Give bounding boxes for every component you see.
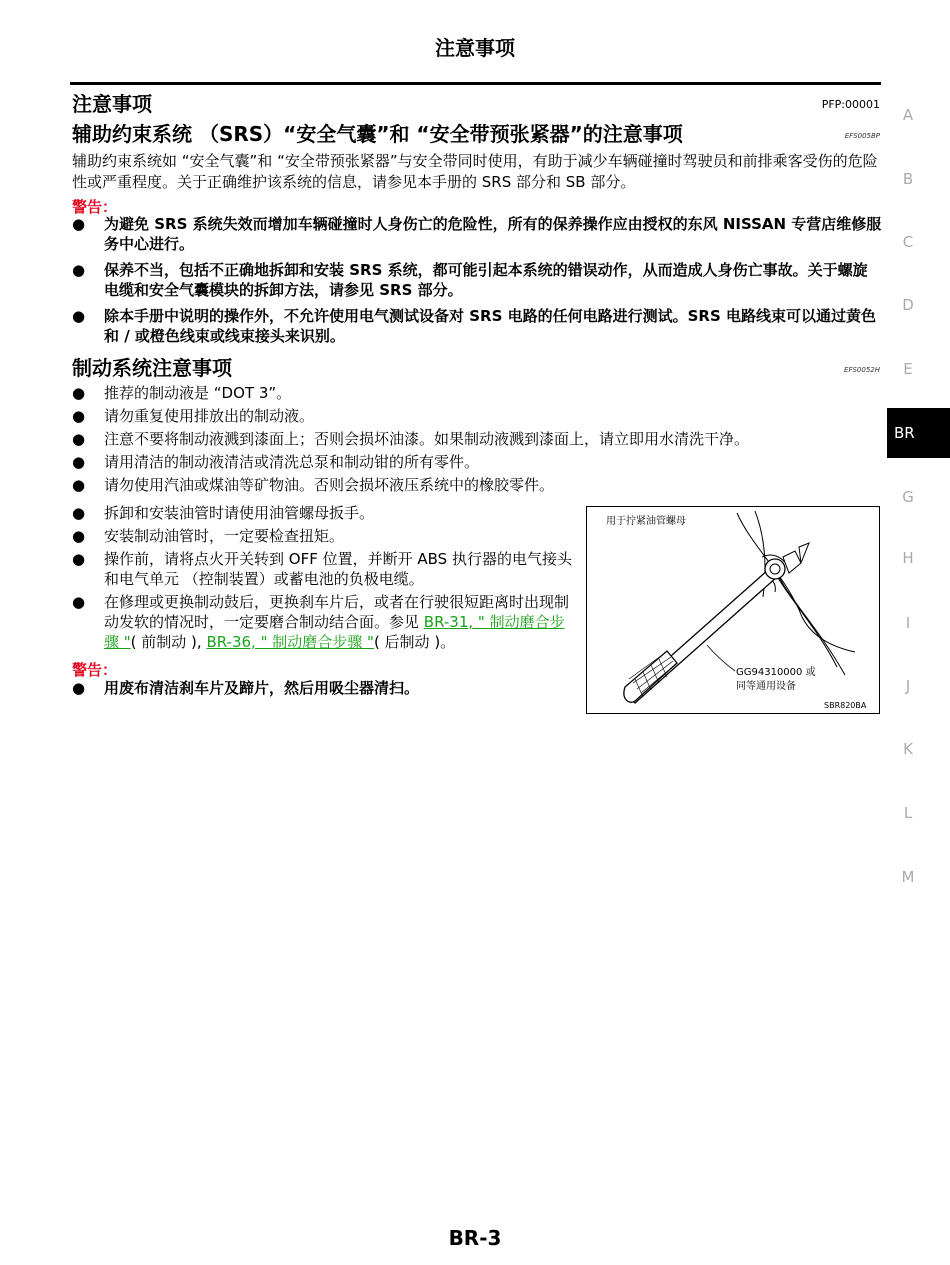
bullet-icon: ● <box>72 307 86 325</box>
side-index-a[interactable]: A <box>902 106 914 124</box>
link-br-36[interactable]: BR-36, " 制动磨合步骤 " <box>206 633 374 651</box>
list-item: ● 为避免 SRS 系统失效而增加车辆碰撞时人身伤亡的危险性，所有的保养操作应由授权的东风 NISSAN 专营店维修服务中心进行。 <box>72 215 882 253</box>
brake-list-narrow <box>72 503 577 652</box>
brake-title: 制动系统注意事项 <box>72 356 232 380</box>
header-rule <box>70 82 881 85</box>
side-index-d[interactable]: D <box>902 296 914 314</box>
bullet-icon: ● <box>72 476 86 494</box>
bullet-icon: ● <box>72 384 86 402</box>
figure-caption: 用于拧紧油管螺母 <box>606 516 686 527</box>
side-index-k[interactable]: K <box>903 740 913 758</box>
page-header-title: 注意事项 <box>435 36 515 60</box>
figure-frame <box>586 506 880 714</box>
list-item: ● 用废布清洁刹车片及蹄片，然后用吸尘器清扫。 <box>72 679 420 697</box>
list-item: ● 请勿重复使用排放出的制动液。 <box>72 407 315 425</box>
bullet-icon: ● <box>72 430 86 448</box>
list-item: ● 在修理或更换制动鼓后，更换刹车片后，或者在行驶很短距离时出现制动发软的情况时，一定要磨合制动结合面。参见 BR-31, " 制动磨合步骤 "( 前制动 ), BR-36, " 制动磨合步骤 "( 后制动 )。 <box>72 593 570 651</box>
side-index-h[interactable]: H <box>902 549 914 567</box>
bullet-icon: ● <box>72 261 86 279</box>
page-number: BR-3 <box>448 1226 502 1250</box>
srs-code: EFS005BP <box>844 132 880 140</box>
brake-list <box>72 383 882 498</box>
bullet-icon: ● <box>72 527 86 545</box>
bullet-icon: ● <box>72 453 86 471</box>
list-item: ● 保养不当，包括不正确地拆卸和安装 SRS 系统，都可能引起本系统的错误动作，从而造成人身伤亡事故。关于螺旋电缆和安全气囊模块的拆卸方法，请参见 SRS 部分。 <box>72 261 868 299</box>
srs-intro: 辅助约束系统如 “安全气囊”和 “安全带预张紧器”与安全带同时使用，有助于减少车辆碰撞时驾驶员和前排乘客受伤的危险性或严重程度。关于正确维护该系统的信息，请参见本手册的 SRS 部分和 SB 部分。 <box>72 152 878 191</box>
side-index-m[interactable]: M <box>901 868 915 886</box>
figure-code: SBR820BA <box>824 701 867 710</box>
figure-tool-label: GG94310000 或 同等通用设备 <box>736 667 816 692</box>
flare-nut-wrench-illustration <box>587 507 879 713</box>
bullet-icon: ● <box>72 407 86 425</box>
bullet-icon: ● <box>72 504 86 522</box>
list-item: ● 请用清洁的制动液清洁或清洗总泵和制动钳的所有零件。 <box>72 453 480 471</box>
srs-warning-list <box>72 214 882 346</box>
link-br-31[interactable]: BR-31, " 制动磨合步骤 " <box>104 613 565 651</box>
bullet-icon: ● <box>72 593 86 611</box>
section-title: 注意事项 <box>72 92 152 116</box>
srs-title: 辅助约束系统 （SRS）“安全气囊”和 “安全带预张紧器”的注意事项 <box>72 122 683 146</box>
bullet-icon: ● <box>72 550 86 568</box>
side-index-l[interactable]: L <box>903 804 913 822</box>
list-item: ● 注意不要将制动液溅到漆面上；否则会损坏油漆。如果制动液溅到漆面上，请立即用水清洗干净。 <box>72 430 750 448</box>
side-index-c[interactable]: C <box>902 233 914 251</box>
list-item: ● 推荐的制动液是 “DOT 3”。 <box>72 384 292 402</box>
brake-warning-list <box>72 678 577 698</box>
srs-warning-label: 警告： <box>72 198 118 216</box>
side-index-b[interactable]: B <box>902 170 914 188</box>
brake-warning-label: 警告： <box>72 661 118 679</box>
bullet-icon: ● <box>72 679 86 697</box>
side-index-j[interactable]: J <box>905 677 911 695</box>
list-item: ● 操作前，请将点火开关转到 OFF 位置，并断开 ABS 执行器的电气接头和电气单元 （控制装置）或蓄电池的负极电缆。 <box>72 550 572 588</box>
section-code: PFP:00001 <box>821 98 880 111</box>
list-item: ● 请勿使用汽油或煤油等矿物油。否则会损坏液压系统中的橡胶零件。 <box>72 476 555 494</box>
side-index-g[interactable]: G <box>902 488 914 506</box>
brake-code: EFS0052H <box>844 366 880 374</box>
side-index-br[interactable]: BR <box>887 408 950 458</box>
list-item: ● 安装制动油管时，一定要检查扭矩。 <box>72 527 345 545</box>
bullet-icon: ● <box>72 215 86 233</box>
side-index-e[interactable]: E <box>903 360 913 378</box>
side-index-i[interactable]: I <box>905 614 911 632</box>
list-item: ● 拆卸和安装油管时请使用油管螺母扳手。 <box>72 504 375 522</box>
list-item: ● 除本手册中说明的操作外，不允许使用电气测试设备对 SRS 电路的任何电路进行测试。SRS 电路线束可以通过黄色和 / 或橙色线束或线束接头来识别。 <box>72 307 876 345</box>
